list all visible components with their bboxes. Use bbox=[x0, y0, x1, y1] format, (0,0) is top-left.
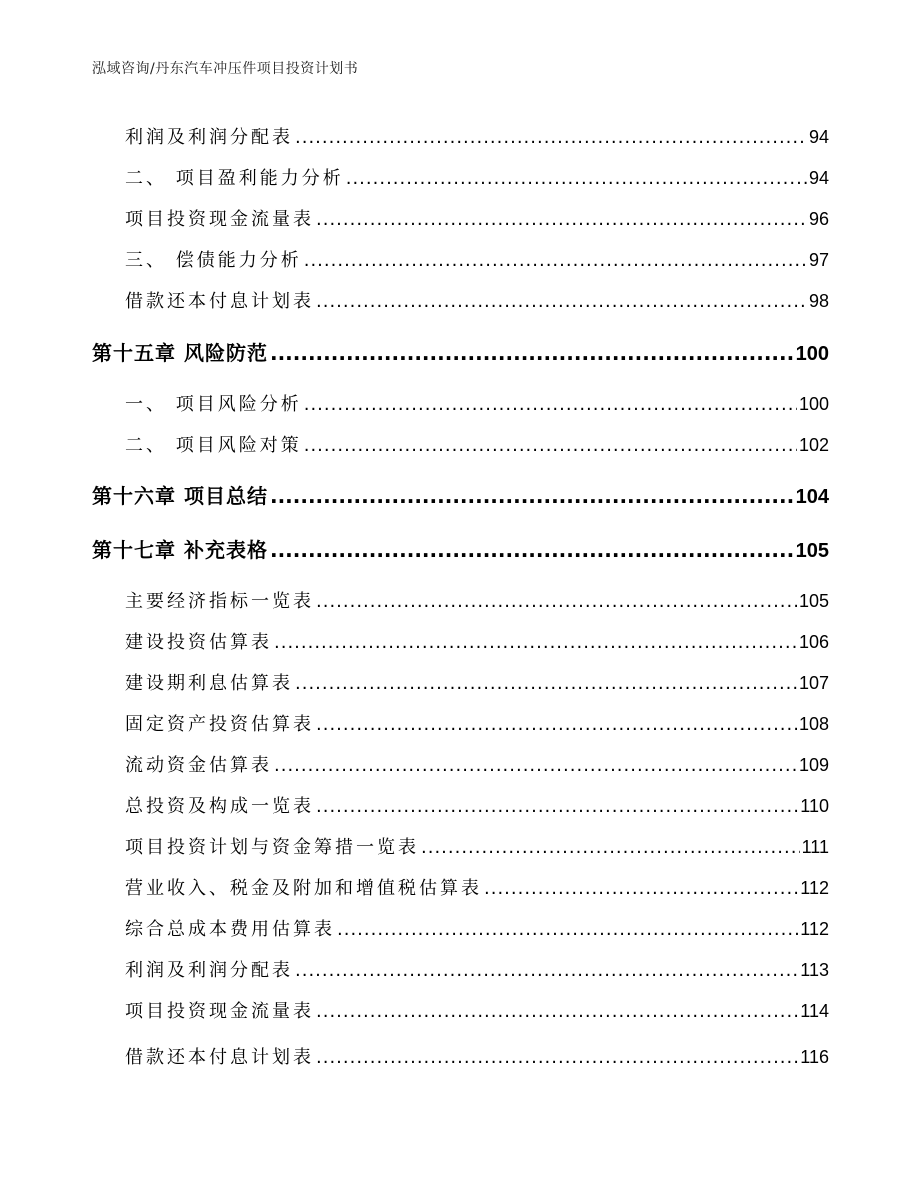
toc-entry-page: 105 bbox=[795, 540, 829, 562]
toc-entry[interactable] bbox=[125, 1043, 829, 1069]
toc-leader-dots bbox=[304, 250, 807, 271]
toc-leader-dots bbox=[316, 1047, 798, 1068]
toc-entry-page: 106 bbox=[798, 632, 829, 652]
toc-entry-page: 108 bbox=[798, 714, 829, 734]
toc-entry[interactable] bbox=[125, 628, 829, 654]
toc-entry-title: 借款还本付息计划表 bbox=[125, 1047, 314, 1068]
toc-entry-page: 107 bbox=[798, 673, 829, 693]
toc-leader-dots bbox=[316, 714, 797, 735]
toc-leader-dots bbox=[274, 755, 797, 776]
toc-entry[interactable] bbox=[125, 874, 829, 900]
toc-entry-page: 98 bbox=[808, 291, 829, 311]
toc-chapter-entry[interactable] bbox=[92, 534, 829, 562]
toc-leader-dots bbox=[484, 878, 798, 899]
toc-entry[interactable] bbox=[125, 710, 829, 736]
toc-entry-title: 二、 项目盈利能力分析 bbox=[125, 168, 344, 189]
toc-entry[interactable] bbox=[125, 997, 829, 1023]
toc-entry-title: 第十七章 补充表格 bbox=[92, 538, 268, 562]
toc-entry-page: 96 bbox=[808, 209, 829, 229]
toc-entry-title: 流动资金估算表 bbox=[125, 755, 272, 776]
toc-entry[interactable] bbox=[125, 205, 829, 231]
toc-entry-title: 综合总成本费用估算表 bbox=[125, 919, 335, 940]
toc-entry-title: 第十六章 项目总结 bbox=[92, 484, 268, 508]
toc-leader-dots bbox=[421, 837, 800, 858]
toc-entry-title: 二、 项目风险对策 bbox=[125, 435, 302, 456]
toc-leader-dots bbox=[274, 632, 797, 653]
toc-entry[interactable] bbox=[125, 431, 829, 457]
toc-leader-dots bbox=[316, 209, 807, 230]
toc-leader-dots bbox=[346, 168, 807, 189]
toc-leader-dots bbox=[304, 435, 797, 456]
toc-leader-dots bbox=[295, 960, 798, 981]
toc-entry[interactable] bbox=[125, 669, 829, 695]
toc-leader-dots bbox=[295, 127, 807, 148]
toc-entry-page: 112 bbox=[800, 919, 829, 939]
toc-entry-page: 111 bbox=[801, 837, 829, 857]
toc-entry-page: 113 bbox=[800, 960, 829, 980]
toc-entry-title: 第十五章 风险防范 bbox=[92, 341, 268, 365]
toc-entry-page: 94 bbox=[808, 127, 829, 147]
toc-entry-page: 97 bbox=[808, 250, 829, 270]
toc-entry-title: 利润及利润分配表 bbox=[125, 127, 293, 148]
toc-entry[interactable] bbox=[125, 751, 829, 777]
toc-entry-page: 102 bbox=[798, 435, 829, 455]
toc-entry[interactable] bbox=[125, 390, 829, 416]
toc-entry-title: 固定资产投资估算表 bbox=[125, 714, 314, 735]
toc-leader-dots bbox=[316, 796, 798, 817]
toc-entry[interactable] bbox=[125, 956, 829, 982]
toc-entry-page: 110 bbox=[800, 796, 829, 816]
toc-entry-title: 利润及利润分配表 bbox=[125, 960, 293, 981]
toc-entry-page: 109 bbox=[798, 755, 829, 775]
toc-entry-page: 100 bbox=[795, 343, 829, 365]
toc-entry-page: 94 bbox=[808, 168, 829, 188]
toc-entry[interactable] bbox=[125, 587, 829, 613]
toc-entry-page: 112 bbox=[800, 878, 829, 898]
toc-entry-page: 114 bbox=[800, 1001, 829, 1021]
toc-entry[interactable] bbox=[125, 164, 829, 190]
page-header: 泓域咨询/丹东汽车冲压件项目投资计划书 bbox=[92, 61, 359, 77]
toc-leader-dots bbox=[270, 484, 794, 508]
toc-leader-dots bbox=[270, 538, 794, 562]
toc-leader-dots bbox=[270, 341, 794, 365]
toc-entry[interactable] bbox=[125, 792, 829, 818]
toc-leader-dots bbox=[295, 673, 797, 694]
toc-entry[interactable] bbox=[125, 123, 829, 149]
toc-leader-dots bbox=[304, 394, 797, 415]
toc-entry[interactable] bbox=[125, 833, 829, 859]
toc-entry-title: 营业收入、税金及附加和增值税估算表 bbox=[125, 878, 482, 899]
toc-entry-page: 105 bbox=[798, 591, 829, 611]
toc-entry[interactable] bbox=[125, 287, 829, 313]
toc-entry-title: 主要经济指标一览表 bbox=[125, 591, 314, 612]
toc-entry-page: 104 bbox=[795, 486, 829, 508]
toc-leader-dots bbox=[316, 591, 797, 612]
toc-leader-dots bbox=[316, 1001, 798, 1022]
toc-entry-title: 借款还本付息计划表 bbox=[125, 291, 314, 312]
toc-entry-title: 建设投资估算表 bbox=[125, 632, 272, 653]
toc-entry-title: 项目投资现金流量表 bbox=[125, 209, 314, 230]
toc-leader-dots bbox=[337, 919, 798, 940]
toc-entry-title: 项目投资现金流量表 bbox=[125, 1001, 314, 1022]
toc-entry-title: 三、 偿债能力分析 bbox=[125, 250, 302, 271]
toc-entry[interactable] bbox=[125, 915, 829, 941]
toc-chapter-entry[interactable] bbox=[92, 337, 829, 365]
toc-chapter-entry[interactable] bbox=[92, 480, 829, 508]
toc-entry-title: 一、 项目风险分析 bbox=[125, 394, 302, 415]
toc-entry[interactable] bbox=[125, 246, 829, 272]
toc-entry-title: 建设期利息估算表 bbox=[125, 673, 293, 694]
toc-entry-title: 项目投资计划与资金筹措一览表 bbox=[125, 837, 419, 858]
toc-entry-title: 总投资及构成一览表 bbox=[125, 796, 314, 817]
toc-leader-dots bbox=[316, 291, 807, 312]
toc-entry-page: 116 bbox=[800, 1047, 829, 1067]
toc-entry-page: 100 bbox=[798, 394, 829, 414]
